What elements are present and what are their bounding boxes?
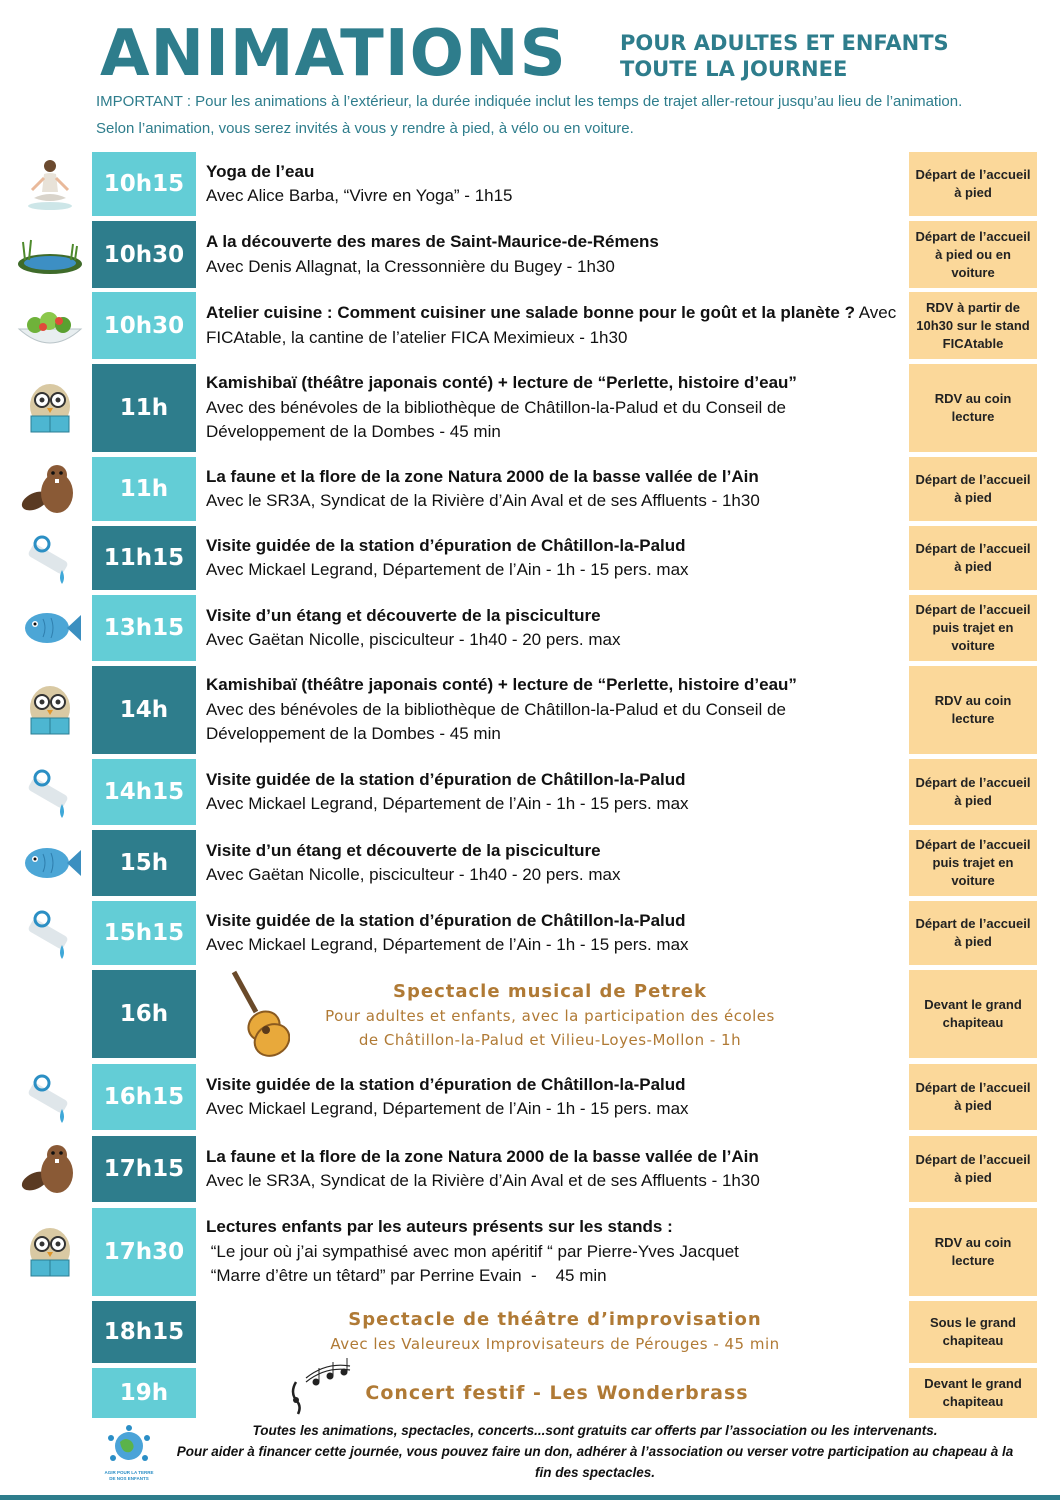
owl-reading-icon [10,364,90,452]
activity-title: Visite guidée de la station d’épuration de Châtillon-la-Palud [206,769,686,789]
schedule-row [0,595,1060,661]
meeting-point: Départ de l’accueil puis trajet en voiture [909,830,1037,896]
activity-description [206,292,902,359]
association-logo [104,1424,154,1488]
important-notice: IMPORTANT : Pour les animations à l’extérieur, la durée indiquée inclut les temps de trajet aller-retour jusqu’au lieu de l’animation. Selon l’animation, vous serez invités à vous y rendre à pied, à vélo ou en voiture. [96,93,963,137]
activity-detail: Avec Gaëtan Nicolle, pisciculteur - 1h40 - 20 pers. max [206,865,621,884]
activity-detail-line-1: “Le jour où j’ai sympathisé avec mon apéritif “ par Pierre-Yves Jacquet [206,1241,739,1261]
time-badge: 10h30 [92,221,196,288]
activity-detail: Avec Denis Allagnat, la Cressonnière du Bugey - 1h30 [206,256,615,276]
activity-detail: Avec Mickael Legrand, Département de l’Ain - 1h - 15 pers. max [206,794,689,813]
time-badge: 17h15 [92,1136,196,1202]
activity-title: Kamishibaï (théâtre japonais conté) + lecture de “Perlette, histoire d’eau” [206,675,797,695]
show-detail: Avec les Valeureux Improvisateurs de Pérouges - 45 min [330,1335,780,1353]
footer-line-2: Pour aider à financer cette journée, vous pouvez faire un don, adhérer à l’association ou verser votre participation au chapeau à la fin des spectacles. [176,1444,1014,1480]
show-detail-line-2: de Châtillon-la-Palud et Vilieu-Loyes-Mollon - 1h [358,1031,742,1049]
water-pipe-icon [10,526,90,590]
activity-detail: Avec Mickael Legrand, Département de l’Ain - 1h - 15 pers. max [206,935,689,954]
schedule-row [0,830,1060,896]
time-badge: 14h [92,666,196,754]
show-description [290,978,810,1054]
show-title: Spectacle de théâtre d’improvisation [348,1309,762,1330]
activity-detail: Avec Alice Barba, “Vivre en Yoga” - 1h15 [206,186,513,205]
guitar-icon [226,970,290,1058]
page-title: ANIMATIONS [100,17,567,91]
schedule-row [0,1064,1060,1130]
meeting-point: RDV au coin lecture [909,364,1037,452]
activity-description [206,1136,902,1202]
subtitle-line-2: TOUTE LA JOURNEE [620,57,848,81]
pond-icon [10,221,90,288]
time-badge: 16h15 [92,1064,196,1130]
show-title: Concert festif - Les Wonderbrass [365,1382,749,1404]
water-pipe-icon [10,759,90,825]
meeting-point: Départ de l’accueil à pied ou en voiture [909,221,1037,288]
show-title: Spectacle musical de Petrek [393,981,707,1002]
activity-description [206,901,902,965]
water-pipe-icon [10,901,90,965]
show-description [352,1368,762,1418]
schedule-row [0,526,1060,590]
meeting-point: Départ de l’accueil à pied [909,152,1037,216]
schedule-row [0,1208,1060,1296]
time-badge: 16h [92,970,196,1058]
schedule-row [0,970,1060,1058]
meeting-point: Départ de l’accueil à pied [909,1064,1037,1130]
activity-description [206,1064,902,1130]
yoga-icon [10,152,90,216]
bottom-border [0,1495,1060,1500]
music-notes-icon [286,1352,356,1418]
footer-line-1: Toutes les animations, spectacles, concerts...sont gratuits car offerts par l’association ou les intervenants. [252,1423,938,1438]
meeting-point: Départ de l’accueil à pied [909,457,1037,521]
time-badge: 19h [92,1368,196,1418]
footer-note [175,1420,1015,1483]
activity-detail: Avec Mickael Legrand, Département de l’Ain - 1h - 15 pers. max [206,560,689,579]
beaver-icon [10,1136,90,1202]
subtitle-line-1: POUR ADULTES ET ENFANTS [620,31,949,55]
activity-title: Visite guidée de la station d’épuration de Châtillon-la-Palud [206,535,686,555]
meeting-point: Départ de l’accueil à pied [909,759,1037,825]
schedule-row [0,901,1060,965]
schedule-row [0,1301,1060,1363]
activity-title: Atelier cuisine : Comment cuisiner une salade bonne pour le goût et la planète ? [206,303,855,322]
show-detail-line-1: Pour adultes et enfants, avec la participation des écoles [325,1007,775,1025]
beaver-icon [10,457,90,521]
activity-detail: Avec le SR3A, Syndicat de la Rivière d’Ain Aval et de ses Affluents - 1h30 [206,1171,760,1190]
activity-description [206,830,902,896]
schedule-row [0,759,1060,825]
activity-title: La faune et la flore de la zone Natura 2000 de la basse vallée de l’Ain [206,466,759,486]
activity-description [206,595,902,661]
activity-title: Kamishibaï (théâtre japonais conté) + lecture de “Perlette, histoire d’eau” [206,373,797,393]
activity-title: Lectures enfants par les auteurs présents sur les stands : [206,1217,673,1237]
time-badge: 13h15 [92,595,196,661]
schedule-row [0,457,1060,521]
meeting-point: RDV au coin lecture [909,666,1037,754]
activity-title: A la découverte des mares de Saint-Maurice-de-Rémens [206,232,659,251]
time-badge: 15h [92,830,196,896]
meeting-point: RDV à partir de 10h30 sur le stand FICAtable [909,292,1037,359]
schedule-row [0,292,1060,359]
time-badge: 11h [92,364,196,452]
activity-title: Visite d’un étang et découverte de la pisciculture [206,840,601,860]
activity-detail: Avec Gaëtan Nicolle, pisciculteur - 1h40 - 20 pers. max [206,630,621,649]
activity-description [206,1208,902,1296]
activity-detail: Avec des bénévoles de la bibliothèque de Châtillon-la-Palud et du Conseil de Développement de la Dombes - 45 min [206,699,786,744]
fish-icon [10,595,90,661]
activity-description [206,152,902,216]
owl-reading-icon [10,1208,90,1296]
salad-icon [10,292,90,359]
fish-icon [10,830,90,896]
time-badge: 14h15 [92,759,196,825]
activity-title: Visite d’un étang et découverte de la pisciculture [206,605,601,625]
time-badge: 18h15 [92,1301,196,1363]
activity-description [206,666,902,754]
activity-title: Visite guidée de la station d’épuration de Châtillon-la-Palud [206,1074,686,1094]
water-pipe-icon [10,1064,90,1130]
activity-title: Yoga de l’eau [206,161,315,181]
activity-description [206,526,902,590]
activity-title: Visite guidée de la station d’épuration de Châtillon-la-Palud [206,910,686,930]
schedule-row [0,364,1060,452]
show-description [250,1305,860,1359]
activity-description [206,457,902,521]
schedule-row [0,666,1060,754]
activity-title: La faune et la flore de la zone Natura 2000 de la basse vallée de l’Ain [206,1146,759,1166]
meeting-point: RDV au coin lecture [909,1208,1037,1296]
meeting-point: Devant le grand chapiteau [909,1368,1037,1418]
time-badge: 11h15 [92,526,196,590]
meeting-point: Départ de l’accueil à pied [909,1136,1037,1202]
logo-text-line-2: DE NOS ENFANTS [109,1476,149,1481]
activity-detail: Avec le SR3A, Syndicat de la Rivière d’Ain Aval et de ses Affluents - 1h30 [206,491,760,510]
meeting-point: Sous le grand chapiteau [909,1301,1037,1363]
meeting-point: Départ de l’accueil puis trajet en voiture [909,595,1037,661]
schedule-row [0,1368,1060,1418]
activity-description [206,221,902,288]
activity-description [206,364,902,452]
schedule-row [0,152,1060,216]
time-badge: 10h30 [92,292,196,359]
logo-text-line-1: AGIR POUR LA TERRE [104,1470,154,1475]
time-badge: 15h15 [92,901,196,965]
activity-detail: Avec Mickael Legrand, Département de l’Ain - 1h - 15 pers. max [206,1099,689,1118]
schedule-row [0,221,1060,288]
page-subtitle [620,30,1050,82]
activity-detail: Avec FICAtable, la cantine de l’atelier FICA Meximieux - 1h30 [206,303,897,347]
schedule-row [0,1136,1060,1202]
activity-detail-line-2: “Marre d’être un têtard” par Perrine Evain - 45 min [206,1266,607,1286]
owl-reading-icon [10,666,90,754]
time-badge: 11h [92,457,196,521]
activity-description [206,759,902,825]
meeting-point: Départ de l’accueil à pied [909,526,1037,590]
activity-detail: Avec des bénévoles de la bibliothèque de Châtillon-la-Palud et du Conseil de Développement de la Dombes - 45 min [206,397,786,442]
meeting-point: Devant le grand chapiteau [909,970,1037,1058]
time-badge: 17h30 [92,1208,196,1296]
time-badge: 10h15 [92,152,196,216]
meeting-point: Départ de l’accueil à pied [909,901,1037,965]
